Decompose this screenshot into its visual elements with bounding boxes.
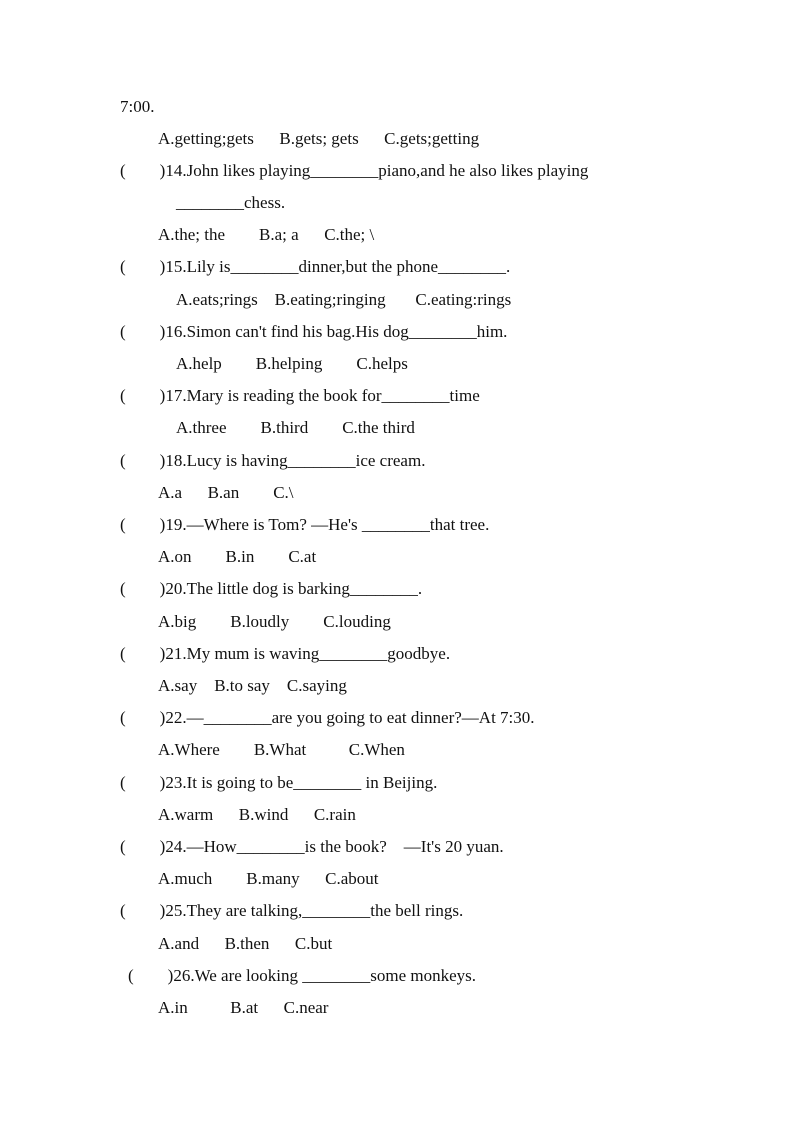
question-text: 7:00. [120,97,155,116]
answer-options: A.on B.in C.at [158,547,317,566]
question-line: ( )24.—How________is the book? —It's 20 yuan. [120,837,504,856]
answer-options: A.big B.loudly C.louding [158,612,391,631]
question-text: ________chess. [176,193,286,212]
question-line: ( )26.We are looking ________some monkeys. [128,966,477,985]
answer-options: A.help B.helping C.helps [176,354,408,373]
question-line: ( )20.The little dog is barking________. [120,579,423,598]
answer-options: A.and B.then C.but [158,934,333,953]
answer-options: A.eats;rings B.eating;ringing C.eating:rings [176,290,512,309]
answer-options: A.a B.an C.\ [158,483,294,502]
question-line: ( )25.They are talking,________the bell rings. [120,901,464,920]
question-line: ( )18.Lucy is having________ice cream. [120,451,426,470]
question-line: ( )14.John likes playing________piano,and he also likes playing [120,161,589,180]
question-line: ( )16.Simon can't find his bag.His dog________him. [120,322,508,341]
answer-options: A.Where B.What C.When [158,740,405,759]
answer-options: A.three B.third C.the third [176,418,415,437]
question-line: ( )17.Mary is reading the book for________time [120,386,480,405]
question-line: ( )19.—Where is Tom? —He's ________that tree. [120,515,490,534]
question-line: ( )22.—________are you going to eat dinner?—At 7:30. [120,708,535,727]
answer-options: A.say B.to say C.saying [158,676,347,695]
answer-options: A.the; the B.a; a C.the; \ [158,225,375,244]
answer-options: A.in B.at C.near [158,998,329,1017]
question-line: ( )15.Lily is________dinner,but the phone________. [120,257,511,276]
answer-options: A.getting;gets B.gets; gets C.gets;getting [158,129,480,148]
question-line: ( )23.It is going to be________ in Beijing. [120,773,438,792]
answer-options: A.much B.many C.about [158,869,379,888]
question-line: ( )21.My mum is waving________goodbye. [120,644,451,663]
answer-options: A.warm B.wind C.rain [158,805,356,824]
